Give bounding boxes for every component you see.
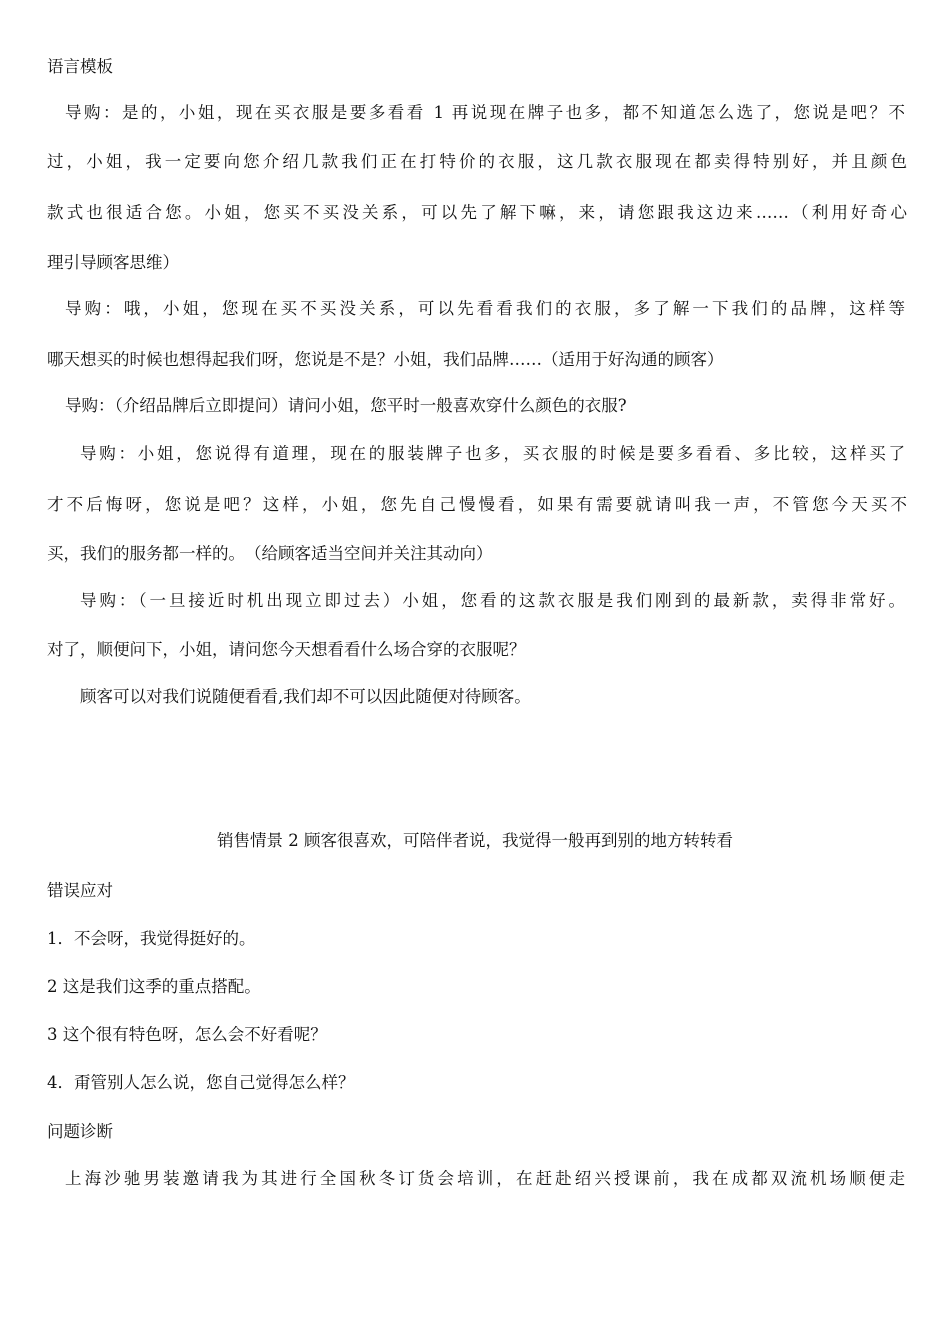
paragraph-line: 上海沙驰男装邀请我为其进行全国秋冬订货会培训，在赶赴绍兴授课前，我在成都双流机场顺便走	[65, 1169, 905, 1188]
paragraph-line: 导购：（一旦接近时机出现立即过去）小姐，您看的这款衣服是我们刚到的最新款，卖得非常好。	[80, 591, 905, 610]
paragraph-line: 才不后悔呀，您说是吧？这样，小姐，您先自己慢慢看，如果有需要就请叫我一声，不管您今天买不	[47, 495, 907, 514]
paragraph-line: 款式也很适合您。小姐，您买不买没关系，可以先了解下嘛，来，请您跟我这边来……（利用好奇心	[47, 203, 907, 222]
paragraph-line: 导购：（介绍品牌后立即提问）请问小姐，您平时一般喜欢穿什么颜色的衣服?	[65, 396, 627, 415]
list-item: 2 这是我们这季的重点搭配。	[47, 977, 261, 996]
paragraph-line: 导购：小姐，您说得有道理，现在的服装牌子也多，买衣服的时候是要多看看、多比较，这样买了	[80, 444, 905, 463]
heading-diagnosis: 问题诊断	[47, 1122, 113, 1141]
heading-wrong-response: 错误应对	[47, 881, 113, 900]
list-item: 1．不会呀，我觉得挺好的。	[47, 929, 256, 948]
paragraph-line: 过，小姐，我一定要向您介绍几款我们正在打特价的衣服，这几款衣服现在都卖得特别好，并且颜色	[47, 152, 907, 171]
list-item: 3 这个很有特色呀，怎么会不好看呢？	[47, 1025, 327, 1044]
scene-title: 销售情景 2 顾客很喜欢，可陪伴者说，我觉得一般再到别的地方转转看	[217, 831, 733, 850]
paragraph-line: 顾客可以对我们说随便看看,我们却不可以因此随便对待顾客。	[80, 687, 531, 706]
paragraph-line: 对了，顺便问下，小姐，请问您今天想看看什么场合穿的衣服呢？	[47, 640, 526, 659]
paragraph-line: 买，我们的服务都一样的。 （给顾客适当空间并关注其动向）	[47, 544, 493, 563]
paragraph-line: 理引导顾客思维）	[47, 253, 179, 272]
heading-language-template: 语言模板	[47, 57, 113, 76]
paragraph-line: 哪天想买的时候也想得起我们呀，您说是不是？小姐，我们品牌……（适用于好沟通的顾客）	[47, 350, 724, 369]
paragraph-line: 导购：哦，小姐，您现在买不买没关系，可以先看看我们的衣服，多了解一下我们的品牌，这样等	[65, 299, 905, 318]
list-item: 4．甭管别人怎么说，您自己觉得怎么样？	[47, 1073, 355, 1092]
paragraph-line: 导购：是的，小姐，现在买衣服是要多看看 1 再说现在牌子也多，都不知道怎么选了，您说是吧？不	[65, 103, 905, 122]
